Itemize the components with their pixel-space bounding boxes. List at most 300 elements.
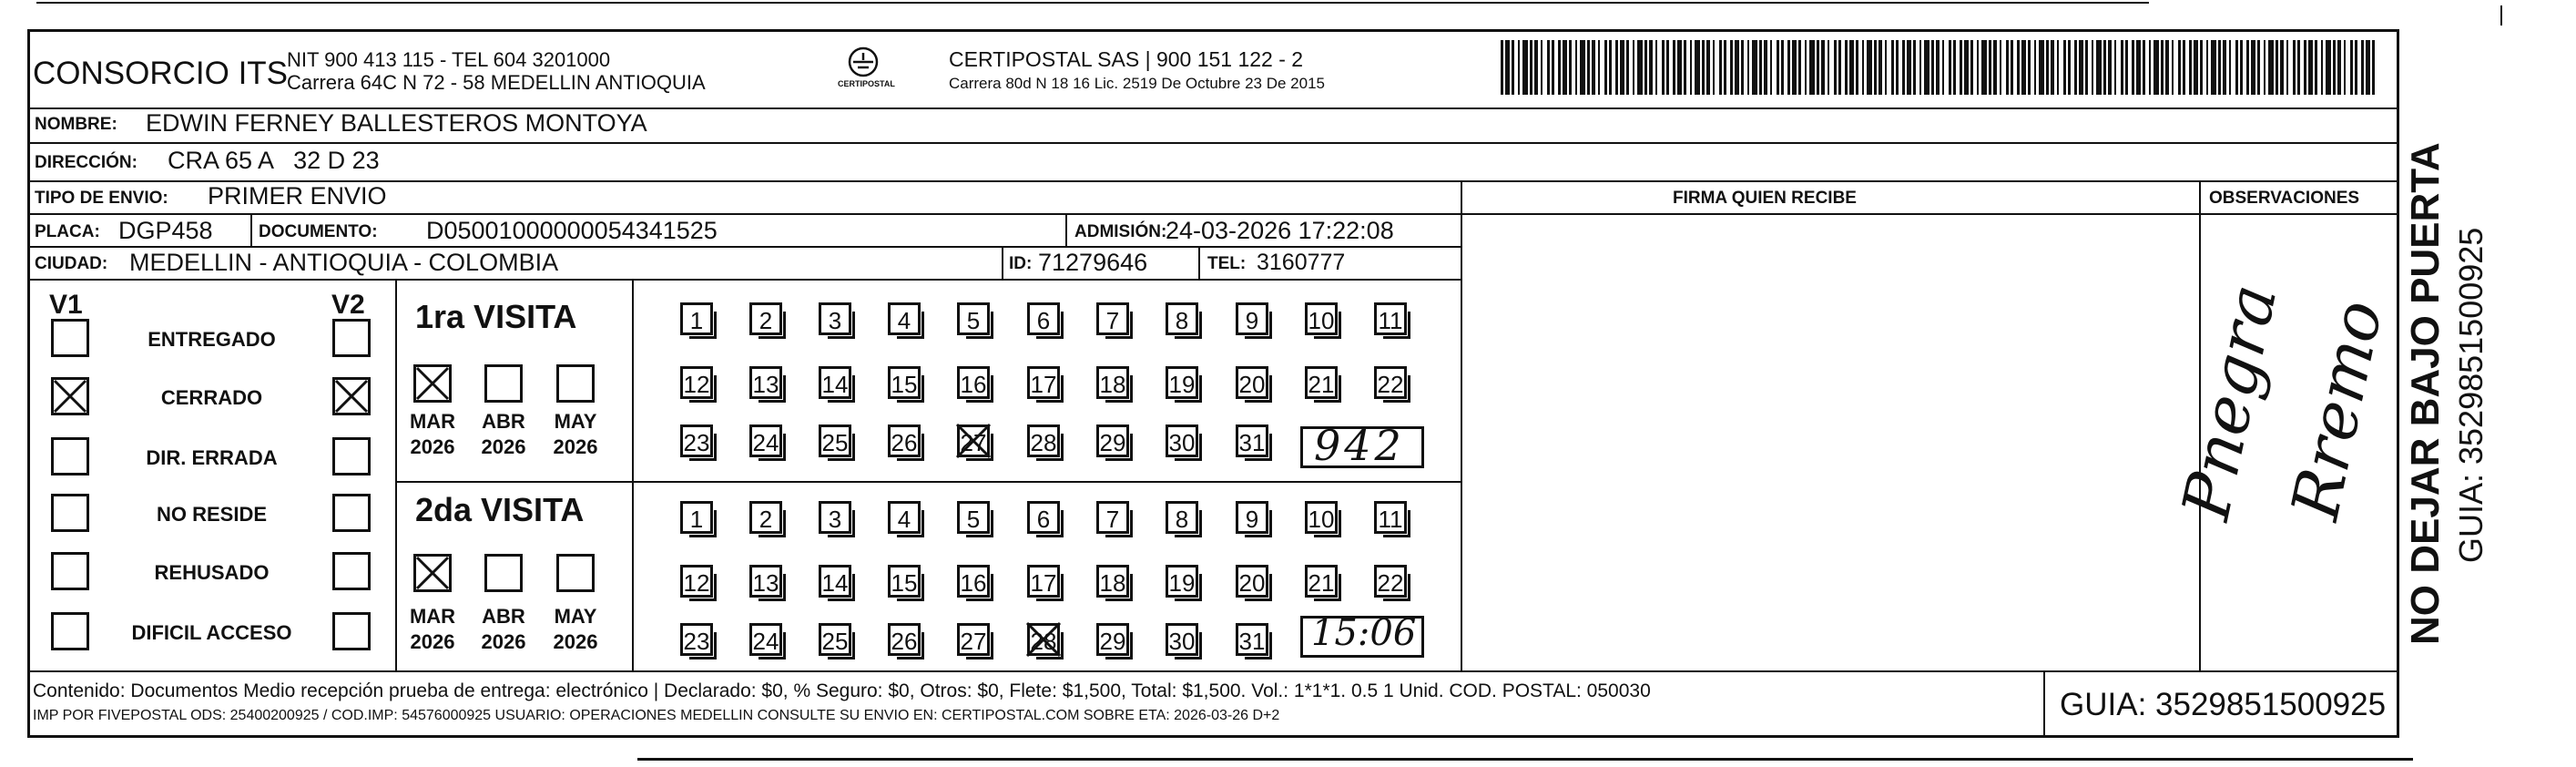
- document-number: D05001000000054341525: [426, 217, 718, 244]
- barcode-bar: [1598, 40, 1600, 95]
- barcode-bar: [1552, 40, 1554, 95]
- firma-header: FIRMA QUIEN RECIBE: [1673, 189, 1857, 208]
- barcode-bar: [1541, 40, 1543, 95]
- recipient-phone: 3160777: [1257, 250, 1346, 275]
- visit2-day-10: 10: [1305, 501, 1338, 534]
- scan-line-top: [36, 2, 2149, 4]
- rule-obs-right: [2397, 180, 2398, 670]
- visit1-day-7: 7: [1096, 302, 1129, 335]
- barcode-bar: [2194, 40, 2198, 95]
- barcode-bar: [1655, 40, 1657, 95]
- barcode-bar: [2304, 40, 2306, 95]
- visit2-day-31: 31: [1236, 623, 1268, 656]
- visit1-year-label: 2026: [481, 435, 526, 458]
- barcode-bar: [1724, 40, 1726, 95]
- visit2-day-25: 25: [819, 623, 851, 656]
- no-dejar-warning: NO DEJAR BAJO PUERTA: [2403, 142, 2448, 645]
- barcode-bar: [2308, 40, 2313, 95]
- barcode-bar: [1902, 40, 1905, 95]
- visit2-mar-check-icon: [413, 554, 452, 592]
- barcode-bar: [1501, 40, 1503, 95]
- barcode-bar: [2125, 40, 2128, 95]
- company-name: CONSORCIO ITS: [33, 56, 289, 91]
- visit1-year-label: 2026: [410, 435, 455, 458]
- barcode-bar: [1662, 40, 1665, 95]
- scan-mark-right: [2500, 5, 2502, 26]
- barcode-bar: [1592, 40, 1595, 95]
- barcode-bar: [2333, 40, 2336, 95]
- company-address: Carrera 64C N 72 - 58 MEDELLIN ANTIOQUIA: [287, 71, 706, 94]
- barcode-bar: [1637, 40, 1643, 95]
- visit2-day-27: 27: [957, 623, 990, 656]
- visit1-month-box: [484, 364, 523, 403]
- visit1-day-21: 21: [1305, 366, 1338, 399]
- barcode-bar: [1690, 40, 1692, 95]
- rule-city-sep: [1002, 246, 1003, 279]
- barcode-bar: [2161, 40, 2164, 95]
- visit1-day-1: 1: [680, 302, 713, 335]
- visit2-day-30: 30: [1166, 623, 1198, 656]
- visit2-day-7: 7: [1096, 501, 1129, 534]
- visit1-year-label: 2026: [553, 435, 598, 458]
- recipient-id: 71279646: [1038, 249, 1148, 276]
- admission-datetime: 24-03-2026 17:22:08: [1166, 217, 1394, 244]
- barcode-bar: [1936, 40, 1940, 95]
- visit1-day-11: 11: [1374, 302, 1407, 335]
- barcode-bar: [1809, 40, 1815, 95]
- barcode-bar: [1787, 40, 1790, 95]
- visit1-day-17: 17: [1027, 366, 1060, 399]
- visit1-day-12: 12: [680, 366, 713, 399]
- recipient-name: EDWIN FERNEY BALLESTEROS MONTOYA: [146, 109, 647, 137]
- barcode-bar: [1891, 40, 1894, 95]
- barcode-bar: [2257, 40, 2260, 95]
- barcode-bar: [2079, 40, 2083, 95]
- direccion-label: DIRECCIÓN:: [35, 153, 137, 172]
- plate: DGP458: [118, 217, 213, 244]
- barcode-bar: [1547, 40, 1550, 95]
- visit1-day-26: 26: [888, 424, 921, 457]
- rule-name: [27, 142, 2399, 144]
- rule-city: [27, 279, 1461, 281]
- visit2-month-label: MAY: [554, 605, 597, 628]
- barcode-bar: [2103, 40, 2106, 95]
- status-label: REHUSADO: [154, 561, 270, 584]
- logo-caption: CERTIPOSTAL: [838, 79, 895, 88]
- company-nit: NIT 900 413 115 - TEL 604 3201000: [287, 48, 611, 71]
- rule-id-sep: [1198, 246, 1200, 279]
- barcode-bar: [1741, 40, 1744, 95]
- barcode-bar: [1633, 40, 1634, 95]
- barcode-bar: [1604, 40, 1607, 95]
- barcode-bar: [1949, 40, 1951, 95]
- barcode-bar: [2074, 40, 2077, 95]
- visit2-day-19: 19: [1166, 565, 1198, 598]
- barcode-bar: [1885, 40, 1887, 95]
- barcode-bar: [2034, 40, 2036, 95]
- barcode-bar: [1706, 40, 1710, 95]
- visit2-day-24: 24: [749, 623, 782, 656]
- shipment-type: PRIMER ENVIO: [208, 182, 387, 210]
- scan-line-bottom: [637, 758, 2413, 761]
- barcode-bar: [2211, 40, 2216, 95]
- barcode-bar: [1666, 40, 1669, 95]
- status-label: DIR. ERRADA: [146, 446, 278, 469]
- barcode-bar: [1828, 40, 1829, 95]
- status-label: NO RESIDE: [156, 503, 268, 526]
- barcode-bar: [1695, 40, 1700, 95]
- v2-label: V2: [331, 290, 365, 320]
- visit2-day-13: 13: [749, 565, 782, 598]
- barcode-bar: [2096, 40, 2102, 95]
- barcode-bar: [2092, 40, 2093, 95]
- barcode-bar: [1942, 40, 1944, 95]
- barcode-bar: [2286, 40, 2288, 95]
- barcode-bar: [2114, 40, 2116, 95]
- barcode-bar: [2264, 40, 2265, 95]
- visit1-day-22: 22: [1374, 366, 1407, 399]
- barcode-bar: [1512, 40, 1514, 95]
- barcode-bar: [1673, 40, 1675, 95]
- barcode-bar: [1505, 40, 1510, 95]
- visit2-day-28: 28: [1027, 623, 1060, 656]
- admision-label: ADMISIÓN:: [1074, 222, 1167, 241]
- barcode-bar: [1913, 40, 1916, 95]
- visit1-day-5: 5: [957, 302, 990, 335]
- visit2-title: 2da VISITA: [415, 491, 585, 528]
- visit1-day-9: 9: [1236, 302, 1268, 335]
- status-label: ENTREGADO: [148, 328, 276, 351]
- barcode-bar: [1770, 40, 1772, 95]
- barcode-bar: [1730, 40, 1733, 95]
- barcode-bar: [1989, 40, 1991, 95]
- barcode-bar: [2000, 40, 2001, 95]
- visit2-day-29: 29: [1096, 623, 1129, 656]
- barcode-bar: [1862, 40, 1864, 95]
- barcode-bar: [1919, 40, 1921, 95]
- barcode-bar: [2028, 40, 2031, 95]
- v1-label: V1: [49, 290, 83, 320]
- barcode-bar: [1719, 40, 1722, 95]
- barcode-bar: [1575, 40, 1577, 95]
- tel-label: TEL:: [1207, 254, 1247, 273]
- visit2-day-17: 17: [1027, 565, 1060, 598]
- barcode-bar: [1977, 40, 1979, 95]
- barcode-bar: [1609, 40, 1612, 95]
- visit2-day-22: 22: [1374, 565, 1407, 598]
- visit2-day-26: 26: [888, 623, 921, 656]
- barcode-bar: [1953, 40, 1956, 95]
- barcode-bar: [2361, 40, 2364, 95]
- barcode-bar: [1735, 40, 1739, 95]
- barcode-bar: [1563, 40, 1567, 95]
- barcode-bar: [1702, 40, 1705, 95]
- barcode-bar: [2021, 40, 2026, 95]
- barcode-bar: [1759, 40, 1762, 95]
- visit2-year-label: 2026: [481, 630, 526, 653]
- barcode-bar: [2178, 40, 2181, 95]
- barcode-bar: [2165, 40, 2169, 95]
- barcode-bar: [1569, 40, 1572, 95]
- visit1-title: 1ra VISITA: [415, 298, 577, 335]
- barcode-bar: [1981, 40, 1987, 95]
- barcode-bar: [1970, 40, 1973, 95]
- barcode-bar: [1931, 40, 1934, 95]
- barcode-bar: [1798, 40, 1801, 95]
- city: MEDELLIN - ANTIOQUIA - COLOMBIA: [129, 249, 559, 276]
- barcode-bar: [1879, 40, 1882, 95]
- visit1-day-27: 27: [957, 424, 990, 457]
- barcode-bar: [2280, 40, 2284, 95]
- visit1-day-2: 2: [749, 302, 782, 335]
- visit2-day-16: 16: [957, 565, 990, 598]
- visit1-day-check-icon: [953, 421, 993, 461]
- barcode-bar: [2132, 40, 2134, 95]
- status-label: CERRADO: [160, 386, 263, 409]
- barcode-bar: [1907, 40, 1911, 95]
- visit2-day-15: 15: [888, 565, 921, 598]
- visit2-day-8: 8: [1166, 501, 1198, 534]
- barcode-bar: [2046, 40, 2049, 95]
- barcode-bar: [1896, 40, 1899, 95]
- barcode-bar: [2172, 40, 2174, 95]
- barcode-bar: [1924, 40, 1929, 95]
- barcode-bar: [2326, 40, 2331, 95]
- barcode-bar: [2149, 40, 2151, 95]
- visit2-day-12: 12: [680, 565, 713, 598]
- rule-visit-split: [395, 481, 1461, 483]
- barcode-bar: [1518, 40, 1520, 95]
- visit1-day-28: 28: [1027, 424, 1060, 457]
- barcode-bar: [1522, 40, 1528, 95]
- barcode-bar: [1752, 40, 1757, 95]
- barcode-bar: [2223, 40, 2226, 95]
- visit1-day-16: 16: [957, 366, 990, 399]
- visit2-day-9: 9: [1236, 501, 1268, 534]
- rule-placa: [27, 246, 1461, 248]
- barcode-bar: [1649, 40, 1653, 95]
- barcode-bar: [2372, 40, 2375, 95]
- barcode-bar: [1849, 40, 1854, 95]
- barcode-bar: [1805, 40, 1807, 95]
- barcode-bar: [2297, 40, 2300, 95]
- footer-guia: GUIA: 3529851500925: [2060, 687, 2387, 722]
- visit1-handwritten-time: 942: [1314, 421, 1405, 470]
- barcode-bar: [2235, 40, 2238, 95]
- barcode-bar: [1964, 40, 1969, 95]
- visit2-day-20: 20: [1236, 565, 1268, 598]
- barcode-bar: [1777, 40, 1779, 95]
- barcode-bar: [1580, 40, 1585, 95]
- status-label: DIFICIL ACCESO: [131, 621, 292, 644]
- visit1-day-29: 29: [1096, 424, 1129, 457]
- imp-line: IMP POR FIVEPOSTAL ODS: 25400200925 / COD.IMP: 54576000925 USUARIO: OPERACIONES MEDELLIN CONSULTE SU ENVIO EN: CERTIPOSTAL.COM SOBRE ETA: 2026-03-26 D+2: [33, 708, 1280, 723]
- carrier-address: Carrera 80d N 18 16 Lic. 2519 De Octubre 23 De 2015: [949, 75, 1325, 92]
- rule-placa-sep: [250, 213, 252, 246]
- barcode-bar: [2206, 40, 2208, 95]
- barcode-bar: [2366, 40, 2370, 95]
- rule-firma-left: [1461, 180, 1462, 670]
- rule-doc-sep: [1065, 213, 1067, 246]
- barcode-bar: [2121, 40, 2123, 95]
- barcode-bar: [2268, 40, 2274, 95]
- visit1-mar-check-icon: [413, 364, 452, 403]
- visit2-day-23: 23: [680, 623, 713, 656]
- barcode-bar: [1867, 40, 1872, 95]
- barcode-bar: [1677, 40, 1682, 95]
- barcode-bar: [2350, 40, 2353, 95]
- rule-visit-left: [632, 279, 634, 670]
- visit1-day-23: 23: [680, 424, 713, 457]
- visit2-day-14: 14: [819, 565, 851, 598]
- visit1-day-18: 18: [1096, 366, 1129, 399]
- visit2-day-1: 1: [680, 501, 713, 534]
- barcode-bar: [2200, 40, 2203, 95]
- visit2-day-21: 21: [1305, 565, 1338, 598]
- barcode-bar: [1620, 40, 1624, 95]
- visit2-day-6: 6: [1027, 501, 1060, 534]
- visit2-day-check-icon: [1023, 619, 1064, 660]
- barcode-bar: [2251, 40, 2255, 95]
- visit1-day-24: 24: [749, 424, 782, 457]
- rule-footer-guia: [2043, 670, 2045, 738]
- barcode-bar: [2068, 40, 2071, 95]
- visit1-day-25: 25: [819, 424, 851, 457]
- visit1-day-20: 20: [1236, 366, 1268, 399]
- barcode-bar: [1626, 40, 1629, 95]
- barcode-bar: [1792, 40, 1797, 95]
- barcode-bar: [1960, 40, 1962, 95]
- visit2-day-4: 4: [888, 501, 921, 534]
- barcode-bar: [2246, 40, 2249, 95]
- barcode-bar: [2321, 40, 2323, 95]
- barcode-bar: [2189, 40, 2192, 95]
- visit1-day-10: 10: [1305, 302, 1338, 335]
- visit1-day-31: 31: [1236, 424, 1268, 457]
- recipient-address: CRA 65 A 32 D 23: [168, 147, 380, 174]
- barcode-bar: [1781, 40, 1784, 95]
- visit1-day-6: 6: [1027, 302, 1060, 335]
- visit2-day-5: 5: [957, 501, 990, 534]
- barcode-bar: [1856, 40, 1858, 95]
- barcode-bar: [1713, 40, 1715, 95]
- barcode-bar: [2085, 40, 2088, 95]
- barcode-bar: [2153, 40, 2159, 95]
- rule-type: [27, 213, 2399, 215]
- ciudad-label: CIUDAD:: [35, 254, 108, 273]
- barcode-bar: [1764, 40, 1767, 95]
- tipo-label: TIPO DE ENVIO:: [35, 189, 168, 208]
- visit1-month-box: [556, 364, 595, 403]
- barcode-bar: [1817, 40, 1819, 95]
- barcode-bar: [2136, 40, 2141, 95]
- visit1-day-8: 8: [1166, 302, 1198, 335]
- visit2-day-18: 18: [1096, 565, 1129, 598]
- visit1-month-label: MAY: [554, 410, 597, 433]
- visit2-month-box: [484, 554, 523, 592]
- barcode-bar: [1821, 40, 1825, 95]
- barcode: [1501, 40, 2375, 95]
- barcode-bar: [2011, 40, 2013, 95]
- visit2-month-label: ABR: [482, 605, 525, 628]
- visit1-day-4: 4: [888, 302, 921, 335]
- barcode-bar: [2017, 40, 2020, 95]
- visit1-day-30: 30: [1166, 424, 1198, 457]
- barcode-bar: [1993, 40, 1997, 95]
- barcode-bar: [2218, 40, 2221, 95]
- barcode-bar: [2143, 40, 2145, 95]
- barcode-bar: [2355, 40, 2357, 95]
- barcode-bar: [1747, 40, 1749, 95]
- visit1-day-13: 13: [749, 366, 782, 399]
- visit1-day-3: 3: [819, 302, 851, 335]
- barcode-bar: [1874, 40, 1877, 95]
- visit1-month-label: MAR: [409, 410, 456, 433]
- barcode-bar: [2183, 40, 2185, 95]
- visit2-month-box: [556, 554, 595, 592]
- barcode-bar: [2108, 40, 2112, 95]
- nombre-label: NOMBRE:: [35, 115, 117, 134]
- barcode-bar: [1615, 40, 1618, 95]
- visit2-month-label: MAR: [409, 605, 456, 628]
- barcode-bar: [2057, 40, 2059, 95]
- v2-cerrado-check-icon: [332, 377, 371, 415]
- barcode-bar: [1834, 40, 1837, 95]
- barcode-bar: [2240, 40, 2243, 95]
- barcode-bar: [2315, 40, 2317, 95]
- visit1-day-15: 15: [888, 366, 921, 399]
- visit2-handwritten-time: 15:06: [1311, 612, 1417, 654]
- barcode-bar: [1684, 40, 1686, 95]
- visit1-month-label: ABR: [482, 410, 525, 433]
- barcode-bar: [2344, 40, 2346, 95]
- documento-label: DOCUMENTO:: [259, 222, 378, 241]
- visit2-day-3: 3: [819, 501, 851, 534]
- barcode-bar: [1644, 40, 1647, 95]
- visit2-day-2: 2: [749, 501, 782, 534]
- visit2-day-11: 11: [1374, 501, 1407, 534]
- barcode-bar: [2293, 40, 2296, 95]
- barcode-bar: [1534, 40, 1538, 95]
- observation-handwriting-1: Pnegra: [2167, 277, 2292, 527]
- content-line: Contenido: Documentos Medio recepción prueba de entrega: electrónico | Declarado: $0, % Seguro: $0, Otros: $0, Flete: $1,500, Total: $1,500. Vol.: 1*1*1. 0.5 1 Unid. COD. POSTAL: 050030: [33, 680, 1651, 701]
- visit2-year-label: 2026: [553, 630, 598, 653]
- barcode-bar: [2229, 40, 2231, 95]
- barcode-bar: [2051, 40, 2054, 95]
- observaciones-header: OBSERVACIONES: [2209, 189, 2360, 208]
- barcode-bar: [1587, 40, 1590, 95]
- side-guia: GUIA: 3529851500925: [2452, 227, 2489, 563]
- certipostal-logo: [836, 44, 895, 95]
- barcode-bar: [1845, 40, 1848, 95]
- carrier-line: CERTIPOSTAL SAS | 900 151 122 - 2: [949, 47, 1304, 71]
- barcode-bar: [2039, 40, 2044, 95]
- v1-cerrado-check-icon: [51, 377, 89, 415]
- barcode-bar: [2006, 40, 2009, 95]
- barcode-bar: [1558, 40, 1561, 95]
- placa-label: PLACA:: [35, 222, 100, 241]
- barcode-bar: [1838, 40, 1841, 95]
- barcode-bar: [2276, 40, 2278, 95]
- barcode-bar: [1530, 40, 1532, 95]
- barcode-bar: [2337, 40, 2341, 95]
- id-label: ID:: [1009, 254, 1033, 273]
- observation-handwriting-2: Rremo: [2276, 293, 2398, 527]
- visit2-year-label: 2026: [410, 630, 455, 653]
- barcode-bar: [2063, 40, 2066, 95]
- visit1-day-19: 19: [1166, 366, 1198, 399]
- visit1-day-14: 14: [819, 366, 851, 399]
